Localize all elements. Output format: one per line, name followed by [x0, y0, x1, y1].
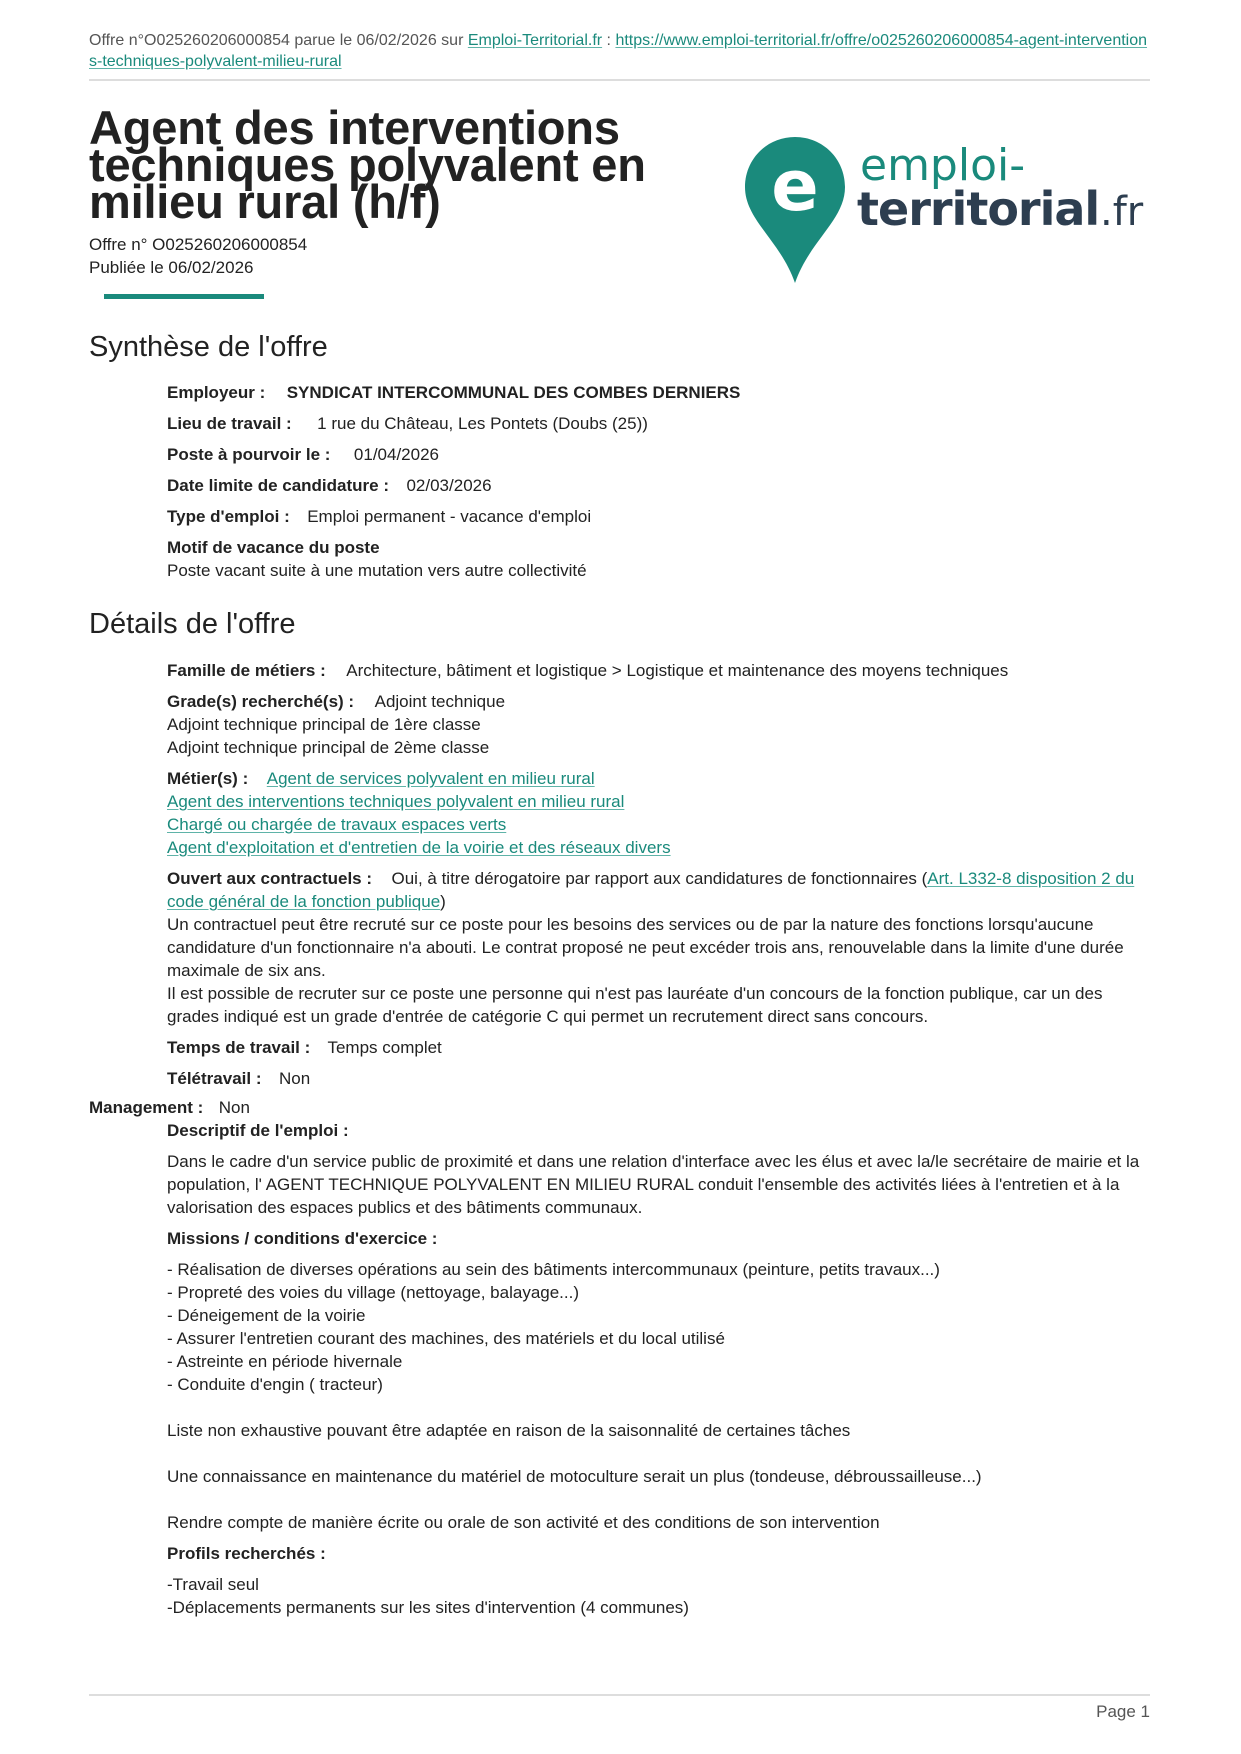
profil-item: -Déplacements permanents sur les sites d'intervention (4 communes)	[167, 1598, 689, 1617]
management-label: Management :	[89, 1098, 204, 1117]
start-date-label: Poste à pourvoir le :	[167, 445, 331, 464]
descriptif-label: Descriptif de l'emploi :	[167, 1121, 349, 1140]
contract-value: Oui, à titre dérogatoire par rapport aux candidatures de fonctionnaires (	[391, 869, 928, 888]
logo-letter: e	[771, 145, 819, 227]
management-value: Non	[218, 1098, 250, 1117]
temps-row	[167, 1036, 1157, 1059]
legal-article-link[interactable]: Art. L332-8 disposition 2 du code général de la fonction publique	[167, 869, 1135, 911]
grade-item: Adjoint technique	[374, 692, 506, 711]
temps-value: Temps complet	[327, 1038, 442, 1057]
grades-row	[167, 690, 1157, 713]
motif-value: Poste vacant suite à une mutation vers autre collectivité	[167, 561, 587, 580]
contract-label: Ouvert aux contractuels :	[167, 869, 373, 888]
management-row	[89, 1096, 250, 1119]
mission-item: - Propreté des voies du village (nettoyage, balayage...)	[167, 1283, 580, 1302]
mission-item: - Conduite d'engin ( tracteur)	[167, 1375, 383, 1394]
details-heading: Détails de l'offre	[89, 608, 296, 640]
header-divider	[89, 79, 1150, 81]
offer-number: Offre n° O025260206000854	[89, 235, 308, 254]
source-separator: :	[602, 32, 616, 49]
location-row	[167, 412, 1157, 435]
logo-word-emploi: emploi-	[860, 140, 1026, 191]
mission-item: - Réalisation de diverses opérations au sein des bâtiments intercommunaux (peinture, petits travaux...)	[167, 1260, 940, 1279]
motif-label-text: Motif de vacance du poste	[167, 538, 380, 557]
metier-link[interactable]: Chargé ou chargée de travaux espaces verts	[167, 815, 507, 834]
source-prefix: Offre n°O025260206000854 parue le 06/02/2026 sur	[89, 32, 468, 49]
metiers-row	[167, 767, 1157, 790]
profil-item: -Travail seul	[167, 1575, 259, 1594]
famille-value: Architecture, bâtiment et logistique > Logistique et maintenance des moyens techniques	[346, 661, 1009, 680]
synthese-block	[167, 381, 1157, 582]
missions-note: Rendre compte de manière écrite ou orale de son activité et des conditions de son intervention	[167, 1513, 880, 1532]
logo-word-territorial: territorial	[857, 182, 1100, 236]
offer-meta	[89, 233, 307, 279]
mission-item: - Astreinte en période hivernale	[167, 1352, 403, 1371]
description-block	[167, 1119, 1157, 1619]
employer-value: SYNDICAT INTERCOMMUNAL DES COMBES DERNIERS	[286, 383, 741, 402]
job-type-label: Type d'emploi :	[167, 507, 290, 526]
metiers-label: Métier(s) :	[167, 769, 249, 788]
profils-label: Profils recherchés :	[167, 1544, 326, 1563]
missions-note: Liste non exhaustive pouvant être adaptée en raison de la saisonnalité de certaines tâches	[167, 1421, 851, 1440]
temps-label: Temps de travail :	[167, 1038, 311, 1057]
offer-url-link[interactable]: https://www.emploi-territorial.fr/offre/o025260206000854-agent-interventions-techniques-polyvalent-milieu-rural	[89, 32, 1148, 70]
start-date-row	[167, 443, 1157, 466]
offer-source-line	[89, 30, 1149, 72]
grades-label: Grade(s) recherché(s) :	[167, 692, 355, 711]
missions-note: Une connaissance en maintenance du matériel de motoculture serait un plus (tondeuse, débroussailleuse...)	[167, 1467, 982, 1486]
logo-word-fr: .fr	[1100, 189, 1144, 235]
map-pin-logo-icon	[745, 135, 1145, 285]
location-value: 1 rue du Château, Les Pontets (Doubs (25))	[317, 414, 648, 433]
site-link[interactable]: Emploi-Territorial.fr	[467, 32, 603, 49]
motif-label	[167, 536, 1157, 559]
contract-paragraph-2: Il est possible de recruter sur ce poste une personne qui n'est pas lauréate d'un concours de la fonction publique, car un des grades indiqué est un grade d'entrée de catégorie C qui permet un recrutement direct sans concours.	[167, 984, 1103, 1026]
deadline-label: Date limite de candidature :	[167, 476, 389, 495]
grade-item: Adjoint technique principal de 2ème classe	[167, 738, 490, 757]
deadline-row	[167, 474, 1157, 497]
teletravail-value: Non	[278, 1069, 311, 1088]
details-block	[167, 659, 1157, 1090]
famille-label: Famille de métiers :	[167, 661, 326, 680]
mission-item: - Assurer l'entretien courant des machines, des matériels et du local utilisé	[167, 1329, 725, 1348]
published-date: Publiée le 06/02/2026	[89, 258, 254, 277]
accent-bar	[104, 294, 264, 299]
job-type-row	[167, 505, 1157, 528]
deadline-value: 02/03/2026	[406, 476, 492, 495]
missions-label: Missions / conditions d'exercice :	[167, 1229, 438, 1248]
famille-row	[167, 659, 1157, 682]
contract-section	[167, 867, 1157, 1028]
metier-link[interactable]: Agent de services polyvalent en milieu rural	[266, 769, 595, 788]
teletravail-row	[167, 1067, 1157, 1090]
metier-link[interactable]: Agent des interventions techniques polyvalent en milieu rural	[167, 792, 625, 811]
contract-paragraph-1: Un contractuel peut être recruté sur ce poste pour les besoins des services ou de par la nature des fonctions lorsqu'aucune candidature d'un fonctionnaire n'a abouti. Le contrat proposé ne peut excéder trois ans, renouvelable dans la limite d'une durée maximale de six ans.	[167, 915, 1124, 980]
emploi-territorial-logo	[745, 135, 1145, 285]
contract-close: )	[440, 892, 446, 911]
job-type-value: Emploi permanent - vacance d'emploi	[307, 507, 592, 526]
descriptif-value: Dans le cadre d'un service public de proximité et dans une relation d'interface avec les élus et avec la/le secrétaire de mairie et la population, l' AGENT TECHNIQUE POLYVALENT EN MILIEU RURAL conduit l'ensemble des activités liées à l'entretien et à la valorisation des espaces publics et des bâtiments communaux.	[167, 1152, 1140, 1217]
grade-item: Adjoint technique principal de 1ère classe	[167, 715, 481, 734]
employer-label: Employeur :	[167, 383, 266, 402]
synthese-heading: Synthèse de l'offre	[89, 331, 328, 363]
location-label: Lieu de travail :	[167, 414, 292, 433]
page-number: Page 1	[1096, 1702, 1150, 1721]
mission-item: - Déneigement de la voirie	[167, 1306, 366, 1325]
grades-section	[167, 690, 1157, 759]
start-date-value: 01/04/2026	[353, 445, 439, 464]
employer-row	[167, 381, 1157, 404]
contract-row	[167, 867, 1157, 913]
footer-divider	[89, 1694, 1150, 1696]
page-title: Agent des interventions techniques polyvalent en milieu rural (h/f)	[89, 101, 646, 228]
metier-link[interactable]: Agent d'exploitation et d'entretien de la voirie et des réseaux divers	[167, 838, 671, 857]
metiers-section	[167, 767, 1157, 859]
teletravail-label: Télétravail :	[167, 1069, 262, 1088]
